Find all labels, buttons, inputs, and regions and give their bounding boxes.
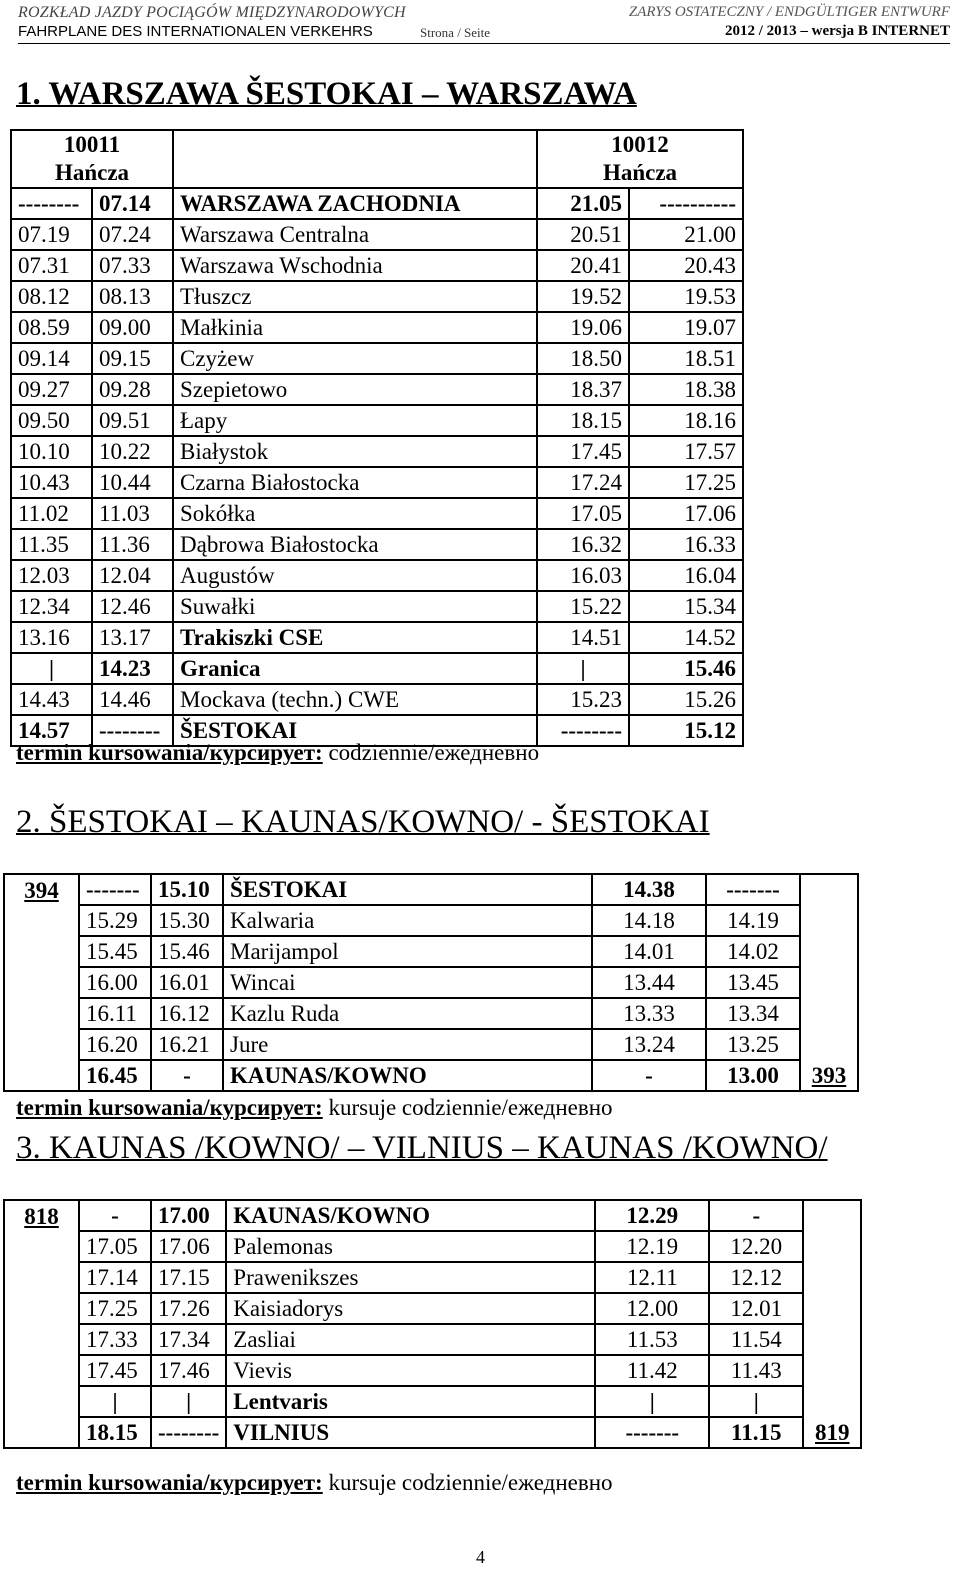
arr-time-right: 15.23	[537, 684, 629, 715]
dep-time-right: 20.43	[629, 250, 743, 281]
table-row	[11, 653, 743, 684]
station-name: KAUNAS/KOWNO	[226, 1200, 595, 1231]
dep-time-right: 17.25	[629, 467, 743, 498]
dep-time-left: -	[151, 1060, 223, 1091]
arr-time-left: --------	[11, 188, 92, 219]
dep-time-left: 15.46	[151, 936, 223, 967]
station-name: Łapy	[173, 405, 537, 436]
header-version: 2012 / 2013 – wersja B INTERNET	[724, 23, 950, 39]
dep-time-right: -------	[706, 874, 800, 905]
table-row	[11, 591, 743, 622]
train-number-left	[4, 1060, 79, 1091]
dep-time-right: 21.00	[629, 219, 743, 250]
station-name: Mockava (techn.) CWE	[173, 684, 537, 715]
arr-time-left: 17.05	[79, 1231, 151, 1262]
arr-time-left: 10.43	[11, 467, 92, 498]
station-name: Jure	[223, 1029, 592, 1060]
dep-time-right: 14.52	[629, 622, 743, 653]
arr-time-left: 17.33	[79, 1324, 151, 1355]
dep-time-right: |	[709, 1386, 803, 1417]
arr-time-right: 13.44	[592, 967, 706, 998]
dep-time-right: 15.12	[629, 715, 743, 746]
dep-time-left: 07.33	[92, 250, 173, 281]
table-row	[4, 1417, 861, 1448]
section1-term	[16, 740, 539, 766]
train-number-left	[4, 1324, 79, 1355]
dep-time-right: 12.12	[709, 1262, 803, 1293]
table-row	[4, 1324, 861, 1355]
table-row	[4, 1293, 861, 1324]
arr-time-right: -	[592, 1060, 706, 1091]
arr-time-right: 12.11	[595, 1262, 709, 1293]
station-name: Szepietowo	[173, 374, 537, 405]
arr-time-left: 09.50	[11, 405, 92, 436]
train-number-left	[4, 1029, 79, 1060]
train-number-right: 10012	[537, 130, 743, 159]
train-number-left	[4, 1355, 79, 1386]
table-row	[11, 343, 743, 374]
dep-time-left: 09.00	[92, 312, 173, 343]
train-number-right	[800, 936, 858, 967]
arr-time-left: -------	[79, 874, 151, 905]
dep-time-left: 12.04	[92, 560, 173, 591]
station-name: VILNIUS	[226, 1417, 595, 1448]
arr-time-left: 12.03	[11, 560, 92, 591]
train-number-right	[803, 1386, 861, 1417]
arr-time-left: 16.45	[79, 1060, 151, 1091]
header-title-de: FAHRPLANE DES INTERNATIONALEN VERKEHRS	[18, 23, 373, 40]
dep-time-right: 17.06	[629, 498, 743, 529]
dep-time-left: 17.15	[151, 1262, 226, 1293]
dep-time-right: ----------	[629, 188, 743, 219]
table-row	[11, 467, 743, 498]
dep-time-right: 17.57	[629, 436, 743, 467]
arr-time-right: 13.24	[592, 1029, 706, 1060]
station-name: Warszawa Centralna	[173, 219, 537, 250]
arr-time-left: 07.31	[11, 250, 92, 281]
dep-time-left: 17.34	[151, 1324, 226, 1355]
arr-time-left: |	[79, 1386, 151, 1417]
dep-time-right: 11.54	[709, 1324, 803, 1355]
train-number-left	[4, 1386, 79, 1417]
arr-time-left: 18.15	[79, 1417, 151, 1448]
term-value: codziennie/ежедневно	[322, 740, 540, 765]
station-name: Granica	[173, 653, 537, 684]
dep-time-right: 19.07	[629, 312, 743, 343]
dep-time-left: --------	[92, 715, 173, 746]
train-name-right: Hańcza	[537, 159, 743, 188]
train-number-left	[4, 967, 79, 998]
train-number-right	[803, 1324, 861, 1355]
station-name: Marijampol	[223, 936, 592, 967]
arr-time-right: 20.51	[537, 219, 629, 250]
header-draft-label: ZARYS OSTATECZNY / ENDGÜLTIGER ENTWURF	[628, 4, 950, 20]
dep-time-left: 17.46	[151, 1355, 226, 1386]
table-row	[4, 905, 858, 936]
dep-time-right: 13.25	[706, 1029, 800, 1060]
train-number-right	[803, 1262, 861, 1293]
arr-time-right: |	[595, 1386, 709, 1417]
arr-time-right: 11.42	[595, 1355, 709, 1386]
train-number-right: 819	[803, 1417, 861, 1448]
dep-time-left: 16.01	[151, 967, 223, 998]
table-row	[11, 622, 743, 653]
train-number-right	[800, 998, 858, 1029]
table-row	[4, 1060, 858, 1091]
dep-time-left: 11.03	[92, 498, 173, 529]
table-row	[11, 188, 743, 219]
train-number-left	[4, 1293, 79, 1324]
arr-time-right: 18.15	[537, 405, 629, 436]
table-row	[11, 498, 743, 529]
term-label: termin kursowania/курсирует:	[16, 740, 323, 765]
timetable-warszawa-sestokai	[10, 129, 744, 747]
section2-term	[16, 1095, 613, 1121]
train-number-right	[803, 1293, 861, 1324]
dep-time-right: 15.46	[629, 653, 743, 684]
header-spacer	[173, 130, 537, 188]
station-name: Tłuszcz	[173, 281, 537, 312]
table-row	[11, 560, 743, 591]
table-row	[4, 998, 858, 1029]
train-number-right	[803, 1231, 861, 1262]
table-row	[4, 874, 858, 905]
arr-time-left: 09.14	[11, 343, 92, 374]
dep-time-left: 14.23	[92, 653, 173, 684]
table-row	[4, 1386, 861, 1417]
arr-time-right: |	[537, 653, 629, 684]
arr-time-left: 17.14	[79, 1262, 151, 1293]
arr-time-right: -------	[595, 1417, 709, 1448]
station-name: Kalwaria	[223, 905, 592, 936]
train-number-left	[4, 936, 79, 967]
arr-time-right: 16.03	[537, 560, 629, 591]
dep-time-left: --------	[151, 1417, 226, 1448]
train-number-left: 818	[4, 1200, 79, 1231]
table-row	[4, 1262, 861, 1293]
station-name: Vievis	[226, 1355, 595, 1386]
header-page-label: Strona / Seite	[420, 25, 491, 40]
section2-title: 2. ŠESTOKAI – KAUNAS/KOWNO/ - ŠESTOKAI	[16, 804, 710, 840]
dep-time-left: 16.12	[151, 998, 223, 1029]
dep-time-right: 13.34	[706, 998, 800, 1029]
section1-title: 1. WARSZAWA ŠESTOKAI – WARSZAWA	[16, 76, 637, 112]
table-row	[4, 1231, 861, 1262]
arr-time-right: 17.24	[537, 467, 629, 498]
dep-time-right: 11.43	[709, 1355, 803, 1386]
dep-time-right: 18.51	[629, 343, 743, 374]
page-number: 4	[476, 1547, 485, 1567]
station-name: Suwałki	[173, 591, 537, 622]
table-row	[4, 967, 858, 998]
arr-time-right: 11.53	[595, 1324, 709, 1355]
arr-time-right: 18.37	[537, 374, 629, 405]
dep-time-right: 14.02	[706, 936, 800, 967]
train-number-left	[4, 1417, 79, 1448]
dep-time-left: 17.00	[151, 1200, 226, 1231]
train-number-left: 394	[4, 874, 79, 905]
table-row	[11, 436, 743, 467]
dep-time-right: 15.26	[629, 684, 743, 715]
table-row	[11, 684, 743, 715]
arr-time-left: 16.20	[79, 1029, 151, 1060]
train-number-right	[800, 874, 858, 905]
station-name: Dąbrowa Białostocka	[173, 529, 537, 560]
arr-time-left: 08.12	[11, 281, 92, 312]
arr-time-right: 13.33	[592, 998, 706, 1029]
arr-time-right: 20.41	[537, 250, 629, 281]
station-name: Wincai	[223, 967, 592, 998]
train-number-left	[4, 998, 79, 1029]
table-row	[11, 281, 743, 312]
table-row	[11, 219, 743, 250]
train-number-left	[4, 1231, 79, 1262]
arr-time-left: 12.34	[11, 591, 92, 622]
train-name-left: Hańcza	[11, 159, 173, 188]
station-name: Augustów	[173, 560, 537, 591]
arr-time-left: 17.25	[79, 1293, 151, 1324]
arr-time-left: |	[11, 653, 92, 684]
dep-time-right: 18.38	[629, 374, 743, 405]
train-number-right	[800, 905, 858, 936]
section3-title: 3. KAUNAS /KOWNO/ – VILNIUS – KAUNAS /KOWNO/	[16, 1130, 828, 1166]
arr-time-left: 11.35	[11, 529, 92, 560]
header-title-pl: ROZKŁAD JAZDY POCIĄGÓW MIĘDZYNARODOWYCH	[18, 4, 406, 21]
train-number-right	[800, 1029, 858, 1060]
dep-time-left: |	[151, 1386, 226, 1417]
table-row	[11, 250, 743, 281]
section3-term	[16, 1470, 613, 1496]
table-row	[4, 1355, 861, 1386]
dep-time-left: 15.30	[151, 905, 223, 936]
arr-time-left: 11.02	[11, 498, 92, 529]
dep-time-right: 11.15	[709, 1417, 803, 1448]
arr-time-left: 16.11	[79, 998, 151, 1029]
dep-time-left: 13.17	[92, 622, 173, 653]
arr-time-left: 08.59	[11, 312, 92, 343]
station-name: ŠESTOKAI	[223, 874, 592, 905]
arr-time-right: 15.22	[537, 591, 629, 622]
arr-time-right: 21.05	[537, 188, 629, 219]
timetable-sestokai-kaunas	[3, 873, 859, 1092]
dep-time-right: 14.19	[706, 905, 800, 936]
station-name: Warszawa Wschodnia	[173, 250, 537, 281]
arr-time-left: 14.43	[11, 684, 92, 715]
dep-time-right: 19.53	[629, 281, 743, 312]
station-name: Kaisiadorys	[226, 1293, 595, 1324]
term-value: kursuje codziennie/ежедневно	[322, 1095, 613, 1120]
dep-time-right: 18.16	[629, 405, 743, 436]
train-number-left	[4, 905, 79, 936]
arr-time-right: 16.32	[537, 529, 629, 560]
arr-time-left: 13.16	[11, 622, 92, 653]
dep-time-left: 10.22	[92, 436, 173, 467]
arr-time-right: 14.38	[592, 874, 706, 905]
train-number-left: 10011	[11, 130, 173, 159]
table-row	[11, 374, 743, 405]
arr-time-right: --------	[537, 715, 629, 746]
arr-time-right: 17.05	[537, 498, 629, 529]
term-label: termin kursowania/курсирует:	[16, 1470, 323, 1495]
station-name: ŠESTOKAI	[173, 715, 537, 746]
arr-time-right: 17.45	[537, 436, 629, 467]
arr-time-left: 17.45	[79, 1355, 151, 1386]
arr-time-right: 14.18	[592, 905, 706, 936]
train-number-left	[4, 1262, 79, 1293]
dep-time-left: 12.46	[92, 591, 173, 622]
table-row	[4, 936, 858, 967]
dep-time-right: 16.33	[629, 529, 743, 560]
station-name: Prawenikszes	[226, 1262, 595, 1293]
arr-time-right: 18.50	[537, 343, 629, 374]
term-value: kursuje codziennie/ежедневно	[322, 1470, 613, 1495]
station-name: KAUNAS/KOWNO	[223, 1060, 592, 1091]
train-number-right	[803, 1200, 861, 1231]
table-row	[11, 312, 743, 343]
arr-time-left: 16.00	[79, 967, 151, 998]
train-number-right: 393	[800, 1060, 858, 1091]
dep-time-left: 17.06	[151, 1231, 226, 1262]
dep-time-left: 07.14	[92, 188, 173, 219]
dep-time-right: 16.04	[629, 560, 743, 591]
arr-time-left: 09.27	[11, 374, 92, 405]
dep-time-right: 15.34	[629, 591, 743, 622]
dep-time-left: 09.28	[92, 374, 173, 405]
station-name: Kazlu Ruda	[223, 998, 592, 1029]
dep-time-left: 09.51	[92, 405, 173, 436]
dep-time-left: 11.36	[92, 529, 173, 560]
station-name: Zasliai	[226, 1324, 595, 1355]
arr-time-right: 12.19	[595, 1231, 709, 1262]
page-header	[18, 3, 950, 44]
dep-time-left: 08.13	[92, 281, 173, 312]
arr-time-left: 15.45	[79, 936, 151, 967]
station-name: WARSZAWA ZACHODNIA	[173, 188, 537, 219]
train-number-right	[803, 1355, 861, 1386]
dep-time-left: 15.10	[151, 874, 223, 905]
table-row	[4, 1200, 861, 1231]
arr-time-left: 10.10	[11, 436, 92, 467]
dep-time-right: 12.20	[709, 1231, 803, 1262]
timetable-kaunas-vilnius	[3, 1199, 862, 1449]
dep-time-left: 07.24	[92, 219, 173, 250]
station-name: Lentvaris	[226, 1386, 595, 1417]
station-name: Sokółka	[173, 498, 537, 529]
arr-time-right: 14.01	[592, 936, 706, 967]
station-name: Trakiszki CSE	[173, 622, 537, 653]
arr-time-left: 07.19	[11, 219, 92, 250]
station-name: Białystok	[173, 436, 537, 467]
dep-time-right: 12.01	[709, 1293, 803, 1324]
dep-time-left: 10.44	[92, 467, 173, 498]
arr-time-right: 12.29	[595, 1200, 709, 1231]
dep-time-right: 13.00	[706, 1060, 800, 1091]
station-name: Czarna Białostocka	[173, 467, 537, 498]
dep-time-right: -	[709, 1200, 803, 1231]
table-row	[4, 1029, 858, 1060]
table-row	[11, 529, 743, 560]
station-name: Czyżew	[173, 343, 537, 374]
arr-time-left: 15.29	[79, 905, 151, 936]
dep-time-right: 13.45	[706, 967, 800, 998]
arr-time-right: 19.52	[537, 281, 629, 312]
dep-time-left: 14.46	[92, 684, 173, 715]
station-name: Palemonas	[226, 1231, 595, 1262]
dep-time-left: 09.15	[92, 343, 173, 374]
station-name: Małkinia	[173, 312, 537, 343]
dep-time-left: 17.26	[151, 1293, 226, 1324]
term-label: termin kursowania/курсирует:	[16, 1095, 323, 1120]
arr-time-right: 19.06	[537, 312, 629, 343]
table-row	[11, 405, 743, 436]
arr-time-left: 14.57	[11, 715, 92, 746]
arr-time-right: 12.00	[595, 1293, 709, 1324]
dep-time-left: 16.21	[151, 1029, 223, 1060]
arr-time-left: -	[79, 1200, 151, 1231]
arr-time-right: 14.51	[537, 622, 629, 653]
train-number-right	[800, 967, 858, 998]
